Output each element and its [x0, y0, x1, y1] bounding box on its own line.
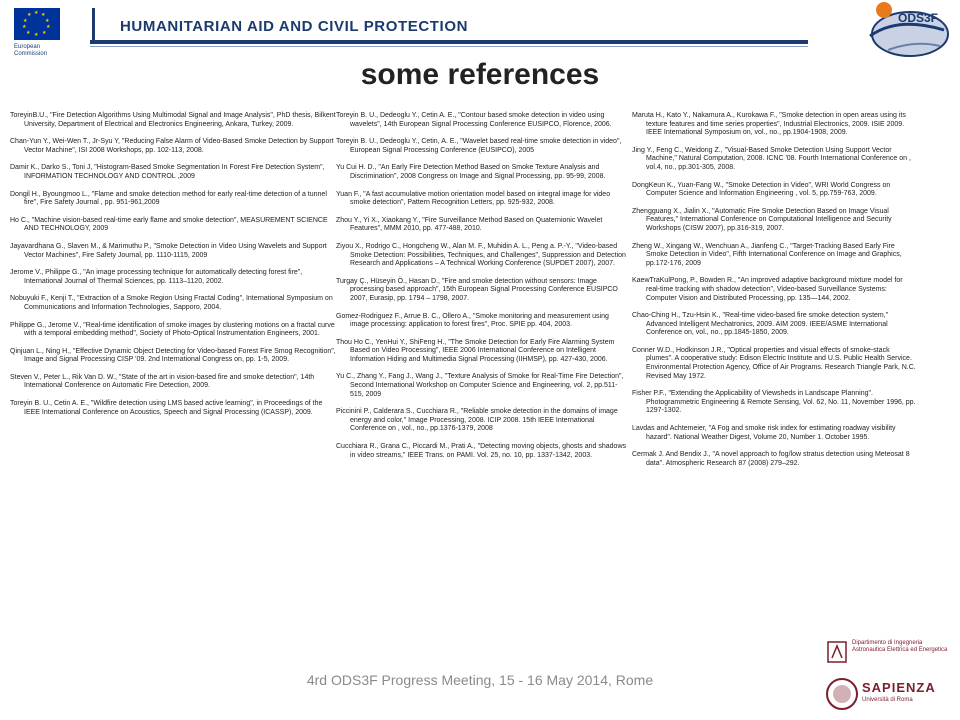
- reference-item: Lavdas and Achtemeier, "A Fog and smoke risk index for estimating roadway visibility hazard". National Weather Digest, Volume 20, Number 1. October 1995.: [632, 425, 896, 441]
- reference-item: ToreyinB.U., "Fire Detection Algorithms Using Multimodal Signal and Image Analysis", PhD thesis, Bilkent University, Department of Electrical and Electronics Engineering, Ankara, Turkey, 2009.: [10, 112, 336, 128]
- reference-item: Conner W.D., Hodkinson J.R., "Optical properties and visual effects of smoke-stack plumes". A cooperative study: Edison Electric Institute and U.S. Public Health Service. Environmental Protection Agency, Office of Air Programs. Research Triangle Park, N.C. Revised May 1972.: [632, 346, 916, 380]
- reference-item: Piccinini P., Calderara S., Cucchiara R., "Reliable smoke detection in the domains of image energy and color," Image Processing, 2008. ICIP 2008. 15th IEEE International Conference on , vol., no., pp.1376-1379, 2008: [336, 408, 618, 433]
- reference-item: KaewTraKulPong, P., Bowden R., "An improved adaptive background mixture model for real-time tracking with shadow detection", Video-based Surveillance Systems: Computer Vision and Distributed Processing, pp. 135—144, 2002.: [632, 277, 903, 302]
- reference-item: Toreyin B. U., Dedeoglu Y., Cetin, A. E., "Wavelet based real-time smoke detection in video", European Signal Processing Conference (EUSIPCO), 2005: [336, 138, 622, 154]
- reference-item: Zhengguang X., Jialin X., "Automatic Fire Smoke Detection Based on Image Visual Features," International Conference on Computational Intelligence and Security Workshops (CISW 2007), pp.316-319, 2007.: [632, 207, 892, 232]
- reference-item: Maruta H., Kato Y., Nakamura A., Kurokawa F., "Smoke detection in open areas using its texture features and time series properties", Industrial Electronics, 2009. ISIE 2009. IEEE International Symposium on, vol., no., pp.1904-1908, 2009.: [632, 112, 906, 137]
- university-subtitle: Università di Roma: [862, 697, 913, 703]
- reference-item: Jayavardhana G., Slaven M., & Marimuthu P., "Smoke Detection in Video Using Wavelets and Support Vector Machines", Fire Safety Journal, pp. 1110-1115, 2009: [10, 242, 327, 259]
- reference-item: Toreyin B. U., Dedeoglu Y., Cetin A. E., "Contour based smoke detection in video using wavelets", 14th European Signal Processing Conference EUSIPCO, Florence, 2006.: [336, 112, 612, 128]
- reference-item: Thou Ho C., YenHui Y., ShiFeng H., "The Smoke Detection for Early Fire Alarming System Based on Video Processing", IEEE 2006 International Conference on Intelligent Information Hiding and Multimedia Signal Processing (IIHMSP), pp. 427-430, 2006.: [336, 338, 615, 363]
- eu-caption: European Commission: [14, 44, 48, 57]
- reference-item: Jerome V., Philippe G., "An image processing technique for automatically detecting forest fire", International Journal of Thermal Sciences, pp. 1113–1120, 2002.: [10, 269, 303, 285]
- reference-item: Yu Cui H. D., "An Early Fire Detection Method Based on Smoke Texture Analysis and Discrimination", 2008 Congress on Image and Signal Processing, pp. 95-99, 2008.: [336, 164, 606, 180]
- header-divider: [92, 8, 95, 40]
- reference-item: Toreyin B. U., Cetin A. E., "Wildfire detection using LMS based active learning", in Proceedings of the IEEE International Conference on Acoustics, Speech and Signal Processing (ICASSP), 2009.: [10, 400, 323, 416]
- reference-item: DongKeun K., Yuan-Fang W., "Smoke Detection in Video", WRI World Congress on Computer Science and Information Engineering , vol. 5, pp.759-763, 2009.: [632, 181, 891, 198]
- reference-item: Ziyou X., Rodrigo C., Hongcheng W., Alan M. F., Muhidin A. L., Peng a. P.-Y., "Video-based Smoke Detection: Possibilities, Techniques, and Challenges", Suppression and Detection Research and Applications – A Technical Working Conference (SUPDET 2007), 2007.: [336, 242, 626, 268]
- reference-column-3: [632, 112, 918, 477]
- page-title: some references: [360, 58, 600, 91]
- reference-item: Ho C., "Machine vision-based real-time early flame and smoke detection", MEASUREMENT SCIENCE AND TECHNOLOGY, 2009: [10, 216, 328, 233]
- footer-meeting-text: 4rd ODS3F Progress Meeting, 15 - 16 May 2014, Rome: [306, 672, 654, 688]
- reference-item: Cucchiara R., Grana C., Piccardi M., Prati A., "Detecting moving objects, ghosts and shadows in video streams," IEEE Trans. on PAMI. Vol. 25, no. 10, pp. 1337-1342, 2003.: [336, 443, 627, 459]
- reference-item: Dongil H., Byoungmoo L., "Flame and smoke detection method for early real-time detection of a tunnel fire", Fire Safety Journal , pp. 951-961,2009: [10, 190, 327, 207]
- reference-item: Philippe G., Jerome V., "Real-time identification of smoke images by clustering motions on a fractal curve with a temporal embedding method", Society of Photo-Optical Instrumentation Engineers, 2001.: [10, 321, 335, 338]
- reference-item: Nobuyuki F., Kenji T., "Extraction of a Smoke Region Using Fractal Coding", International Symposium on Communications and Information Technologies, Sapporo, 2004.: [10, 295, 333, 311]
- logo-label: ODS3F: [898, 11, 939, 25]
- reference-item: Jing Y., Feng C., Weidong Z., "Visual-Based Smoke Detection Using Support Vector Machine," Natural Computation, 2008. ICNC '08. Fourth International Conference on , vol.4, no., pp.301-305, 2008.: [632, 146, 911, 171]
- department-emblem-icon: [826, 640, 848, 664]
- header-rule: [90, 40, 808, 44]
- reference-item: Gomez-Rodriguez F., Arrue B. C., Ollero A., "Smoke monitoring and measurement using image processing: application to forest fires", Proc. SPIE pp. 404, 2003.: [336, 312, 609, 329]
- department-name: Dipartimento di Ingegneria Astronautica Elettrica ed Energetica: [852, 640, 948, 653]
- reference-item: Yu C., Zhang Y., Fang J., Wang J., "Texture Analysis of Smoke for Real-Time Fire Detection", Second International Workshop on Computer Science and Engineering, vol. 2, pp.511-515, 2009: [336, 373, 624, 398]
- reference-item: Cermak J. And Bendix J., "A novel approach to fog/low stratus detection using Meteosat 8 data". Atmospheric Research 87 (2008) 279–292.: [632, 451, 910, 467]
- header-banner: [0, 0, 960, 66]
- sapienza-seal-icon: [826, 676, 858, 712]
- ods3f-logo: [858, 0, 954, 64]
- reference-item: Zheng W., Xingang W., Wenchuan A., Jianfeng C., "Target-Tracking Based Early Fire Smoke Detection in Video", Fifth International Conference on Image and Graphics, pp.172-176, 2009: [632, 242, 902, 267]
- reference-column-2: [336, 112, 626, 469]
- reference-item: Chao-Ching H., Tzu-Hsin K., "Real-time video-based fire smoke detection system," Advanced Intelligent Mechatronics, 2009. AIM 2009. IEEE/ASME International Conference on, vol., no., pp.1845-1850, 2009.: [632, 312, 889, 337]
- header-rule-thin: [90, 46, 808, 47]
- reference-item: Zhou Y., Yi X., Xiaokang Y., "Fire Surveillance Method Based on Quaternionic Wavelet Features", MMM 2010, pp. 477-488, 2010.: [336, 216, 603, 233]
- reference-item: Damir K., Darko S., Toni J, "Histogram-Based Smoke Segmentation In Forest Fire Detection System", INFORMATION TECHNOLOGY AND CONTROL ,2009: [10, 164, 325, 180]
- reference-item: Qinjuan L., Ning H., "Effective Dynamic Object Detecting for Video-based Forest Fire Smog Recognition", Image and Signal Processing CISP '09. 2nd International Congress on, pp. 1-5, 2009.: [10, 347, 336, 364]
- reference-item: Chan-Yun Y., Wei-Wen T., Jr-Syu Y, "Reducing False Alarm of Video-Based Smoke Detection by Support Vector Machine", ISI 2008 Workshops, pp. 102-113, 2008.: [10, 138, 334, 154]
- eu-flag-icon: ★ ★ ★ ★ ★ ★ ★ ★ ★ ★: [14, 8, 60, 40]
- reference-item: Yuan F., "A fast accumulative motion orientation model based on integral image for video smoke detection", Pattern Recognition Letters, pp. 925-932, 2008.: [336, 190, 611, 207]
- university-name: SAPIENZA: [862, 680, 936, 695]
- reference-item: Fisher P.F., "Extending the Applicability of Viewsheds in Landscape Planning". Photogrammetric Engineering & Remote Sensing, Vol. 62, No. 11, November 1996, pp. 1297-1302.: [632, 390, 916, 415]
- reference-item: Turgay Ç., Hüseyin Ö., Hasan D., "Fire and smoke detection without sensors: Image processing based approach", 15th European Signal Processing Conference EUSIPCO 2007, Eurasip, pp. 1794 – 1798, 2007.: [336, 277, 618, 302]
- org-title: HUMANITARIAN AID AND CIVIL PROTECTION: [120, 18, 469, 35]
- reference-item: Steven V., Peter L., Rik Van D. W., "State of the art in vision-based fire and smoke detection", 14th International Conference on Automatic Fire Detection, 2009.: [10, 373, 315, 390]
- reference-column-1: [10, 112, 336, 426]
